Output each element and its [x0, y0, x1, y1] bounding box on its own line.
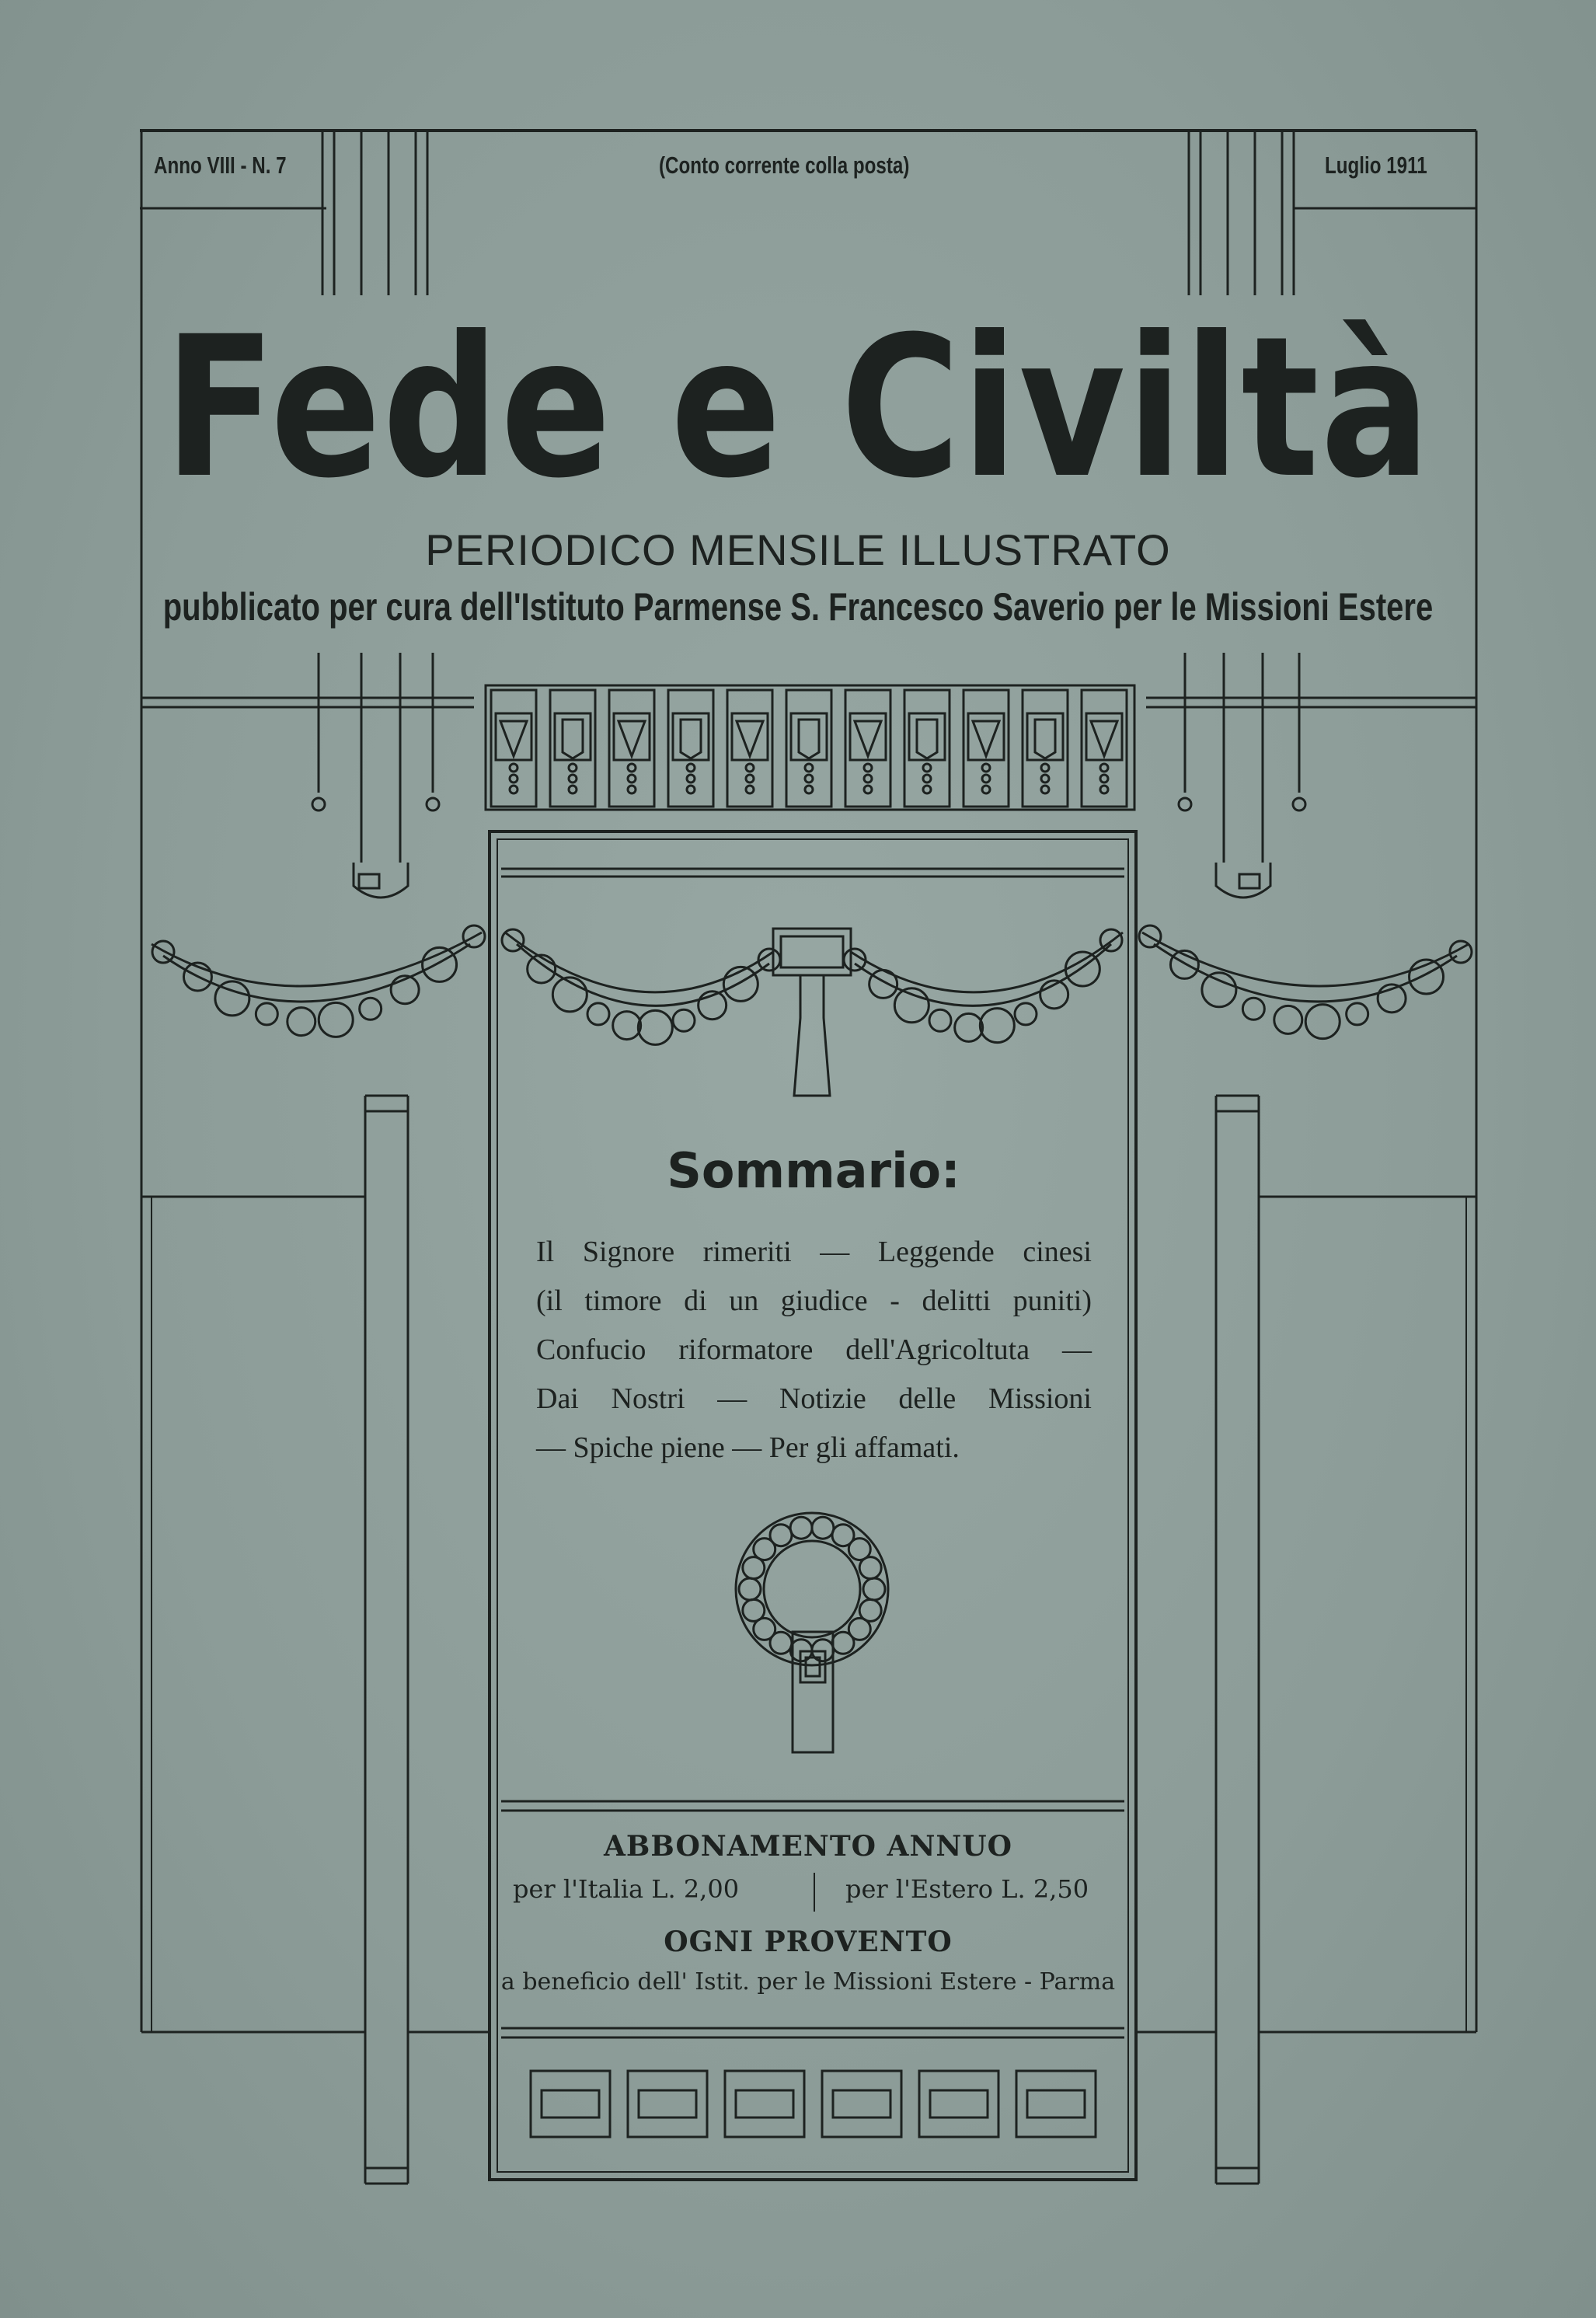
- wreath-leaf: [812, 1517, 834, 1539]
- frieze-panel: [668, 690, 713, 807]
- wreath-leaf: [832, 1632, 854, 1654]
- garland-fruit: [587, 1003, 609, 1025]
- proceeds-heading: OGNI PROVENTO: [664, 1926, 953, 1958]
- garland-fruit: [319, 1002, 353, 1037]
- garland-fruit: [183, 963, 211, 991]
- wreath-leaf: [812, 1640, 834, 1661]
- garland-fruit: [1170, 950, 1198, 978]
- wreath-leaf: [739, 1578, 761, 1600]
- garland-fruit: [287, 1008, 315, 1036]
- garland-fruit: [699, 992, 727, 1020]
- garland-fruit: [1450, 941, 1472, 963]
- garland-fruit: [723, 967, 758, 1001]
- garland-fruit: [869, 970, 897, 998]
- garland-fruit: [391, 976, 419, 1004]
- garland-fruit: [1015, 1003, 1037, 1025]
- garland-fruit: [502, 929, 524, 951]
- frieze-panel: [609, 690, 654, 807]
- wreath-leaf: [770, 1525, 792, 1546]
- garland-fruit: [256, 1003, 277, 1025]
- frieze-panel: [904, 690, 950, 807]
- garland-fruit: [360, 998, 382, 1020]
- garland-fruit: [929, 1009, 951, 1031]
- sommario-line: Il Signore rimeriti — Leggende cinesi: [536, 1236, 1092, 1268]
- garland-fruit: [152, 941, 174, 963]
- price-abroad: per l'Estero L. 2,50: [845, 1874, 1089, 1904]
- garland-fruit: [215, 981, 249, 1016]
- garland-fruit: [1242, 998, 1264, 1020]
- garland-fruit: [1305, 1005, 1340, 1039]
- sommario-line: — Spiche piene — Per gli affamati.: [536, 1431, 960, 1464]
- proceeds-beneficiary: a beneficio dell' Istit. per le Missioni Estere - Parma: [500, 1968, 1116, 1996]
- garland-fruit: [1274, 1006, 1302, 1034]
- sommario-line: Dai Nostri — Notizie delle Missioni: [536, 1382, 1092, 1415]
- frieze-panel: [727, 690, 772, 807]
- frieze-panel: [550, 690, 595, 807]
- garland-fruit: [1040, 981, 1068, 1009]
- garland-fruit: [673, 1009, 695, 1031]
- garland-fruit: [894, 988, 929, 1023]
- price-italy: per l'Italia L. 2,00: [513, 1874, 740, 1904]
- sommario-line: Confucio riformatore dell'Agricoltuta —: [536, 1333, 1092, 1366]
- garland-fruit: [1202, 973, 1236, 1007]
- garland-fruit: [1065, 952, 1099, 986]
- wreath-leaf: [863, 1578, 885, 1600]
- wreath-leaf: [859, 1557, 881, 1579]
- garland-fruit: [844, 949, 866, 971]
- garland-fruit: [638, 1010, 672, 1044]
- garland-fruit: [423, 947, 457, 981]
- magazine-title: Fede e Civiltà: [164, 295, 1432, 521]
- publisher-line: pubblicato per cura dell'Istituto Parmense S. Francesco Saverio per le Missioni Estere: [162, 585, 1434, 629]
- frieze-panel: [845, 690, 890, 807]
- wreath-leaf: [743, 1599, 765, 1621]
- garland-fruit: [552, 978, 587, 1012]
- frieze-panel: [786, 690, 831, 807]
- sommario-list: [536, 1228, 1092, 1473]
- garland-fruit: [955, 1013, 983, 1041]
- postal-note: (Conto corrente colla posta): [659, 152, 910, 179]
- garland-fruit: [1378, 985, 1406, 1013]
- frieze-panel: [1082, 690, 1127, 807]
- wreath-leaf: [790, 1640, 812, 1661]
- garland-fruit: [463, 925, 485, 947]
- garland-fruit: [1410, 960, 1444, 994]
- sommario-heading: Sommario:: [667, 1142, 960, 1199]
- garland-fruit: [1139, 925, 1161, 947]
- subscription-heading: ABBONAMENTO ANNUO: [603, 1830, 1013, 1863]
- garland-fruit: [1100, 929, 1122, 951]
- magazine-subtitle: PERIODICO MENSILE ILLUSTRATO: [425, 525, 1171, 574]
- issue-date: Luglio 1911: [1325, 152, 1427, 179]
- frieze-panel: [964, 690, 1009, 807]
- sommario-line: (il timore di un giudice - delitti puniti): [536, 1284, 1092, 1317]
- garland-fruit: [980, 1009, 1014, 1043]
- wreath-leaf: [790, 1517, 812, 1539]
- garland-fruit: [758, 949, 780, 971]
- issue-number: Anno VIII - N. 7: [154, 152, 287, 179]
- frieze-panel: [491, 690, 536, 807]
- garland-fruit: [613, 1012, 641, 1040]
- garland-fruit: [528, 955, 556, 983]
- frieze-panel: [1023, 690, 1068, 807]
- garland-fruit: [1347, 1003, 1368, 1025]
